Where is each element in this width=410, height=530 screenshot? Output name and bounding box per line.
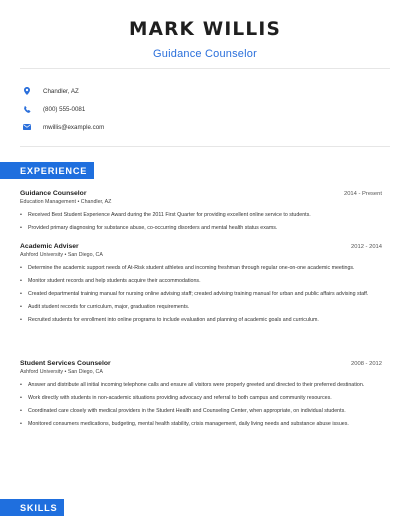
- list-item: • Monitored consumers medications, budgeting, mental health stability, crisis management, daily living needs and substance abuse issues.: [20, 420, 382, 428]
- list-item: • Answer and distribute all initial incoming telephone calls and ensure all visitors were properly greeted and directed to their preferred destination.: [20, 381, 382, 389]
- list-item: • Determine the academic support needs of At-Risk student athletes and incoming freshman through regular one-on-one academic meetings.: [20, 264, 382, 272]
- contact-location: [20, 82, 380, 100]
- list-item: • Work directly with students in non-academic situations providing advocacy and referral to both campus and community resources.: [20, 394, 382, 402]
- contact-block: [20, 82, 380, 136]
- location-pin-icon: [23, 87, 31, 95]
- list-item: • Audit student records for curriculum, major, graduation requirements.: [20, 303, 382, 311]
- job-organization: Ashford University • San Diego, CA: [20, 369, 103, 375]
- email-icon: [23, 123, 31, 131]
- list-item: • Recruited students for enrollment into online programs to include evaluation and planning of academic goals and curriculum.: [20, 316, 382, 324]
- experience-entry: [20, 190, 382, 237]
- job-role: Student Services Counselor: [20, 360, 111, 367]
- job-bullets: [20, 211, 382, 232]
- list-item: • Provided primary diagnosing for substance abuse, co-occurring disorders and mental health status exams.: [20, 224, 382, 232]
- section-experience-heading: EXPERIENCE: [0, 162, 94, 179]
- location-text: Chandler, AZ: [43, 87, 79, 95]
- phone-icon: [23, 105, 31, 113]
- email-text: mwillis@example.com: [43, 123, 105, 131]
- list-item: • Monitor student records and help students acquire their accommodations.: [20, 277, 382, 285]
- job-role: Guidance Counselor: [20, 190, 87, 197]
- job-bullets: [20, 264, 382, 324]
- phone-text: (800) 555-0081: [43, 105, 86, 113]
- job-organization: Education Management • Chandler, AZ: [20, 199, 112, 205]
- experience-entry: [20, 360, 382, 433]
- job-dates: 2012 - 2014: [351, 244, 382, 250]
- list-item: • Coordinated care closely with medical providers in the Student Health and Counseling Center, when appropriate, on individual students.: [20, 407, 382, 415]
- section-skills-heading: SKILLS: [0, 499, 64, 516]
- contact-divider: [20, 146, 390, 147]
- experience-entry: [20, 243, 382, 329]
- list-item: • Created departmental training manual for nursing online advising staff; created advising training manual for urban and public affairs advising staff.: [20, 290, 382, 298]
- contact-email: [20, 118, 380, 136]
- header-divider: [20, 68, 390, 69]
- resume-header: [0, 0, 410, 60]
- job-bullets: [20, 381, 382, 428]
- job-dates: 2014 - Present: [343, 191, 382, 197]
- list-item: • Received Best Student Experience Award during the 2011 First Quarter for providing excellent online service to students.: [20, 211, 382, 219]
- contact-phone: [20, 100, 380, 118]
- job-role: Academic Adviser: [20, 243, 79, 250]
- candidate-name: MARK WILLIS: [128, 19, 282, 40]
- job-dates: 2008 - 2012: [351, 361, 382, 367]
- job-organization: Ashford University • San Diego, CA: [20, 252, 103, 258]
- candidate-title: Guidance Counselor: [153, 48, 257, 60]
